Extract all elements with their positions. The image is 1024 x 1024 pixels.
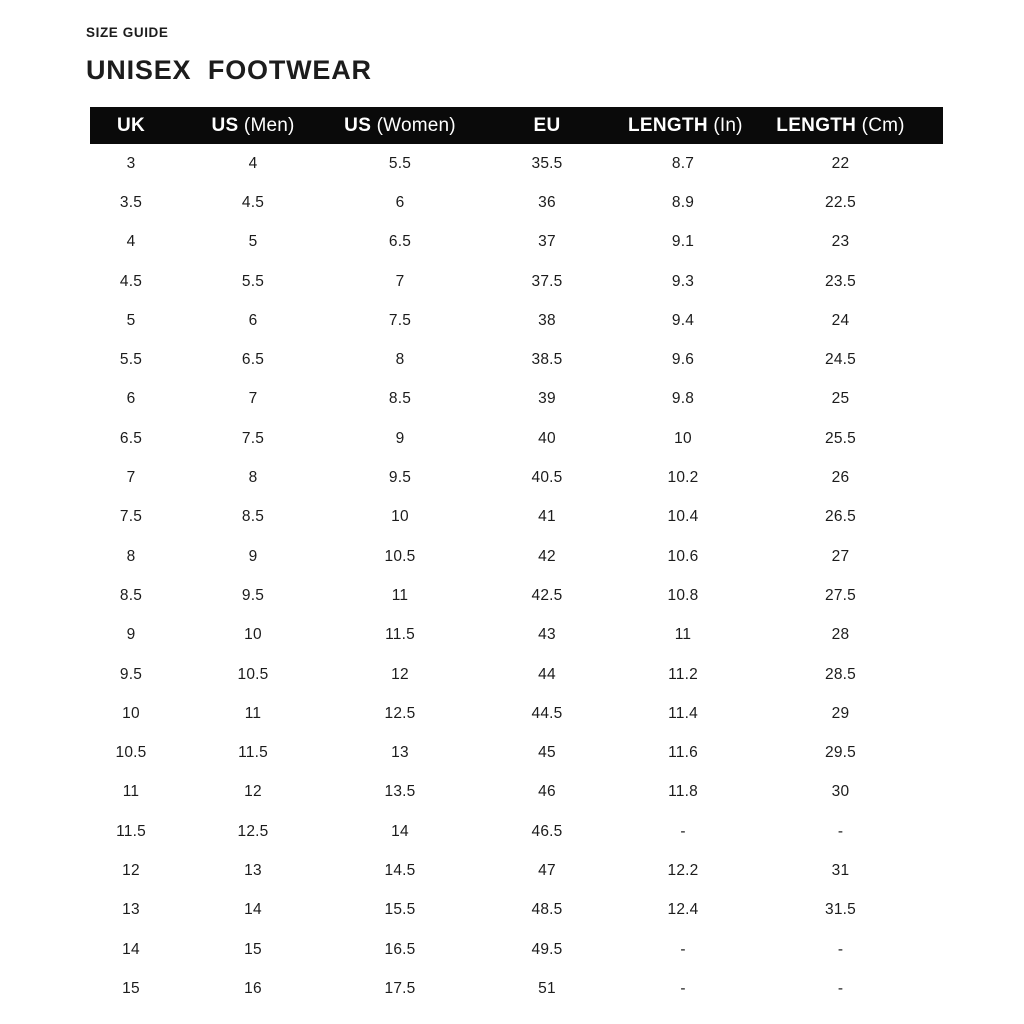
size-cell: 28 [831,626,850,644]
size-cell: 13 [244,861,262,879]
column-header-bold-label: US [344,114,372,136]
size-cell: 46.5 [531,822,563,840]
size-cell: 29.5 [825,744,856,762]
size-cell: 4.5 [241,193,265,211]
size-cell: 15 [122,979,140,997]
size-cell: 13 [391,744,409,762]
size-cell: 10 [122,704,140,722]
size-cell: 25 [831,390,850,408]
size-cell: 29 [831,704,850,722]
table-row [90,733,943,772]
size-cell: 22 [831,154,850,172]
size-cell: 6.5 [241,351,265,369]
size-cell: 11.4 [668,704,698,722]
size-cell: 10.4 [667,508,699,526]
size-cell: 9.6 [671,351,695,369]
size-cell: 39 [538,390,556,408]
size-cell: - [680,979,686,997]
table-row [90,576,943,615]
size-cell: 9.8 [671,390,695,408]
size-table-head [90,107,943,144]
size-cell: - [680,940,686,958]
table-row [90,301,943,340]
size-cell: 22.5 [825,193,856,211]
size-cell: 14 [391,822,409,840]
size-cell: 8 [126,547,136,565]
size-cell: 9.5 [388,469,412,487]
size-cell: 11 [122,783,140,801]
size-cell: 10 [674,429,692,447]
size-cell: 8 [395,351,405,369]
size-cell: 14 [122,940,140,958]
size-cell: 7.5 [241,429,265,447]
size-cell: 11 [391,586,409,604]
size-cell: 40 [538,429,556,447]
column-header-us-men [172,107,334,144]
size-cell: 12 [244,783,262,801]
size-cell: 12.2 [667,861,699,879]
table-row [90,812,943,851]
size-cell: 10.5 [384,547,416,565]
size-cell: 4 [126,233,136,251]
size-cell: 16 [244,979,262,997]
size-cell: 8.5 [241,508,265,526]
size-cell: 38.5 [531,351,563,369]
size-cell: 11.5 [385,626,415,644]
size-cell: 31 [831,861,850,879]
size-cell: 5 [126,311,136,329]
table-row [90,930,943,969]
size-cell: 37 [538,233,556,251]
size-cell: 7 [126,469,136,487]
size-cell: 26.5 [825,508,856,526]
size-cell: 25.5 [825,429,856,447]
column-header-eu [466,107,628,144]
size-table-body [90,144,943,1009]
size-cell: 13 [122,901,140,919]
size-cell: 7.5 [388,311,412,329]
size-cell: 11.8 [668,783,698,801]
table-row [90,340,943,379]
size-cell: 23 [831,233,850,251]
size-cell: 9 [395,429,405,447]
table-row [90,458,943,497]
size-cell: 46 [538,783,556,801]
table-row [90,419,943,458]
size-cell: 9.3 [671,272,695,290]
size-cell: 8 [248,469,258,487]
size-cell: 13.5 [384,783,416,801]
size-cell: 6.5 [119,429,143,447]
size-cell: 8.5 [119,586,143,604]
size-cell: - [837,940,844,958]
size-cell: 5.5 [388,154,412,172]
table-row [90,380,943,419]
size-cell: 36 [538,193,556,211]
table-row [90,969,943,1008]
size-cell: 37.5 [531,272,563,290]
size-table-container [90,107,943,1009]
size-cell: 3 [126,154,136,172]
column-header-bold-label: US [211,114,239,136]
size-cell: 11.5 [116,822,146,840]
size-cell: 10.8 [667,586,699,604]
size-cell: 10.5 [115,744,147,762]
page-title: UNISEX FOOTWEAR [86,55,372,85]
size-cell: 42.5 [531,586,563,604]
size-cell: 38 [538,311,556,329]
size-cell: 24 [831,311,850,329]
size-cell: 6.5 [388,233,412,251]
column-header-uk [90,107,172,144]
size-cell: 42 [538,547,556,565]
size-cell: 43 [538,626,556,644]
size-cell: 47 [538,861,556,879]
column-header-length-in [628,107,743,144]
size-cell: 51 [538,979,556,997]
size-cell: - [837,979,844,997]
table-row [90,655,943,694]
size-cell: - [680,822,686,840]
size-cell: - [837,822,844,840]
table-row [90,694,943,733]
size-cell: 10.5 [237,665,269,683]
size-cell: 27.5 [825,586,856,604]
size-cell: 44 [538,665,556,683]
table-row [90,616,943,655]
size-cell: 26 [831,469,850,487]
column-header-bold-label: UK [116,114,146,136]
size-cell: 30 [831,783,850,801]
size-cell: 27 [831,547,850,565]
size-cell: 49.5 [531,940,563,958]
size-cell: 9 [126,626,136,644]
size-cell: 14.5 [384,861,416,879]
size-cell: 11.6 [668,744,698,762]
size-cell: 14 [244,901,262,919]
column-header-bold-label: EU [533,114,561,136]
size-cell: 6 [248,311,258,329]
size-cell: 10 [244,626,262,644]
size-guide-eyebrow: SIZE GUIDE [86,25,169,40]
column-header-light-label: (Men) [238,114,295,136]
size-cell: 45 [538,744,556,762]
size-cell: 12.5 [237,822,269,840]
size-cell: 31.5 [825,901,856,919]
size-cell: 9.5 [119,665,143,683]
size-cell: 4.5 [119,272,143,290]
table-row [90,773,943,812]
table-row [90,537,943,576]
size-cell: 17.5 [384,979,416,997]
size-cell: 9.1 [671,233,695,251]
size-table [90,107,943,1009]
column-header-light-label: (Cm) [856,114,905,136]
column-header-bold-label: LENGTH [628,114,708,136]
size-cell: 8.5 [388,390,412,408]
size-cell: 7 [248,390,258,408]
size-cell: 6 [395,193,405,211]
table-row [90,262,943,301]
size-cell: 15 [244,940,262,958]
size-cell: 10.2 [667,469,699,487]
size-cell: 11.2 [668,665,698,683]
size-cell: 9 [248,547,258,565]
size-cell: 11.5 [238,744,268,762]
size-cell: 9.5 [241,586,265,604]
size-cell: 15.5 [384,901,416,919]
size-cell: 23.5 [825,272,856,290]
column-header-bold-label: LENGTH [776,114,857,136]
size-cell: 48.5 [531,901,563,919]
size-cell: 24.5 [825,351,856,369]
size-cell: 44.5 [531,704,563,722]
column-header-us-women [334,107,466,144]
size-cell: 10.6 [667,547,699,565]
size-table-head-row [90,107,943,144]
size-cell: 3.5 [119,193,143,211]
size-cell: 35.5 [531,154,563,172]
size-cell: 8.9 [671,193,695,211]
size-cell: 5.5 [241,272,265,290]
size-cell: 10 [391,508,409,526]
size-cell: 11 [674,626,692,644]
size-cell: 40.5 [531,469,563,487]
size-cell: 7.5 [119,508,143,526]
size-cell: 12.5 [384,704,416,722]
table-row [90,891,943,930]
size-cell: 5 [248,233,258,251]
size-cell: 41 [538,508,556,526]
size-cell: 9.4 [671,311,695,329]
table-row [90,223,943,262]
table-row [90,183,943,222]
column-header-light-label: (In) [707,114,743,136]
size-cell: 28.5 [825,665,856,683]
size-cell: 5.5 [119,351,143,369]
size-cell: 7 [395,272,405,290]
size-cell: 12 [391,665,409,683]
table-row [90,498,943,537]
size-cell: 4 [248,154,258,172]
size-cell: 16.5 [384,940,416,958]
size-cell: 12.4 [667,901,699,919]
column-header-light-label: (Women) [371,114,456,136]
size-cell: 6 [126,390,136,408]
table-row [90,851,943,890]
size-cell: 11 [244,704,262,722]
table-row [90,144,943,183]
column-header-length-cm [738,107,943,144]
size-cell: 12 [122,861,140,879]
size-cell: 8.7 [671,154,695,172]
